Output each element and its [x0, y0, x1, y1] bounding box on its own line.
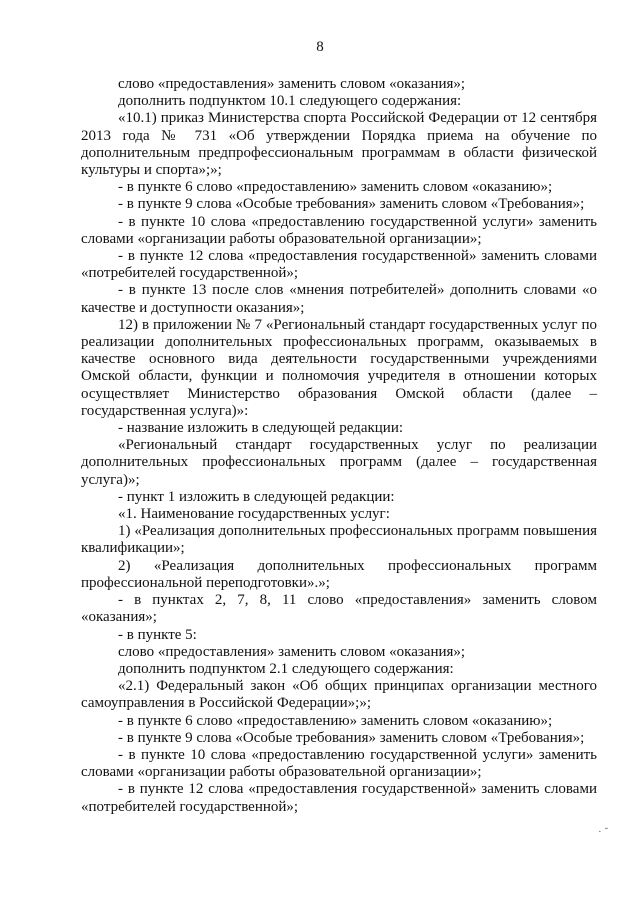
paragraph: - в пунктах 2, 7, 8, 11 слово «предоставления» заменить словом «оказания»;	[81, 592, 597, 626]
paragraph: - в пункте 6 слово «предоставлению» заменить словом «оказанию»;	[118, 712, 553, 729]
paragraph: 2) «Реализация дополнительных профессиональных программ профессиональной переподготовки».»;	[81, 557, 597, 591]
paragraph: «10.1) приказ Министерства спорта Российской Федерации от 12 сентября 2013 года № 731 «Об утверждении Порядка приема на обучение по дополнительным предпрофессиональным программам в области физической культуры и спорта»;»;	[81, 110, 597, 179]
scan-speck: ·˘	[598, 826, 612, 838]
paragraph: слово «предоставления» заменить словом «оказания»;	[118, 643, 466, 660]
paragraph: - в пункте 10 слова «предоставлению государственной услуги» заменить словами «организации работы образовательной организации»;	[81, 213, 597, 247]
paragraph: слово «предоставления» заменить словом «оказания»;	[118, 76, 466, 92]
paragraph: - в пункте 9 слова «Особые требования» заменить словом «Требования»;	[118, 196, 585, 213]
paragraph: 1) «Реализация дополнительных профессиональных программ повышения квалификации»;	[81, 523, 597, 557]
paragraph: дополнить подпунктом 10.1 следующего содержания:	[118, 93, 462, 110]
document-body	[81, 76, 597, 816]
page-number: 8	[316, 39, 324, 55]
paragraph: - пункт 1 изложить в следующей редакции:	[118, 488, 395, 505]
paragraph: - в пункте 13 после слов «мнения потребителей» дополнить словами «о качестве и доступности оказания»;	[81, 282, 597, 316]
paragraph: - в пункте 12 слова «предоставления государственной» заменить словами «потребителей государственной»;	[81, 781, 597, 815]
paragraph: - название изложить в следующей редакции:	[118, 420, 404, 437]
paragraph: «2.1) Федеральный закон «Об общих принципах организации местного самоуправления в Российской Федерации»;»;	[81, 678, 597, 712]
paragraph: - в пункте 5:	[118, 626, 197, 643]
paragraph: «Региональный стандарт государственных услуг по реализации дополнительных профессиональных программ (далее – государственная услуга)»;	[81, 437, 597, 488]
paragraph: - в пункте 10 слова «предоставлению государственной услуги» заменить словами «организации работы образовательной организации»;	[81, 746, 597, 781]
paragraph: - в пункте 9 слова «Особые требования» заменить словом «Требования»;	[118, 729, 585, 746]
paragraph: - в пункте 6 слово «предоставлению» заменить словом «оказанию»;	[118, 179, 553, 196]
paragraph: 12) в приложении № 7 «Региональный стандарт государственных услуг по реализации дополнительных профессиональных программ, оказываемых в качестве основного вида деятельности государственными учреждениями Омской области, функции и полномочия учредителя в отношении которых осуществляет Министерство образования Омской области (далее – государственная услуга)»:	[81, 316, 597, 419]
paragraph: дополнить подпунктом 2.1 следующего содержания:	[118, 660, 454, 677]
paragraph: - в пункте 12 слова «предоставления государственной» заменить словами «потребителей государственной»;	[81, 248, 597, 282]
paragraph: «1. Наименование государственных услуг:	[118, 506, 390, 523]
